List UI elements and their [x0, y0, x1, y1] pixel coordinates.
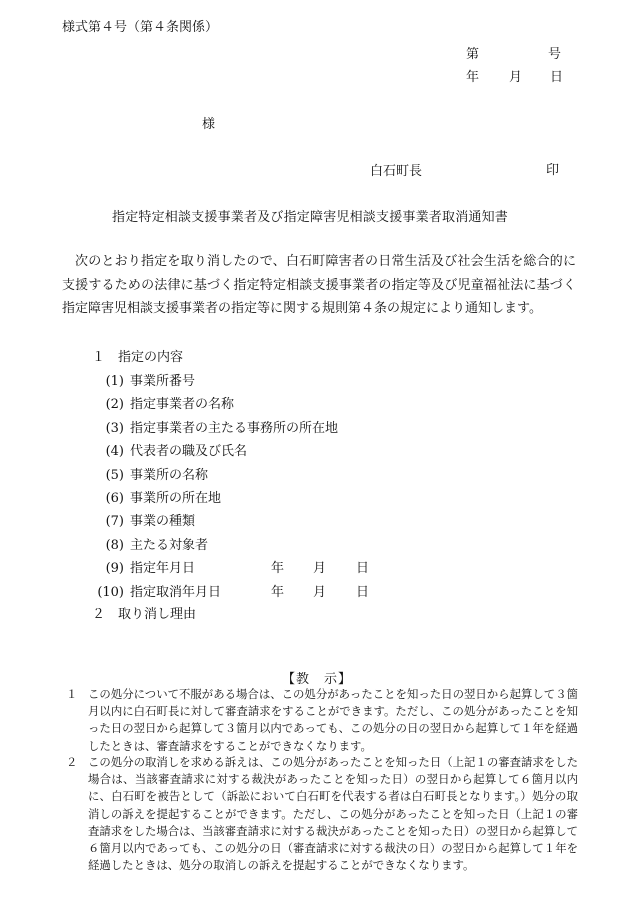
designation-item	[96, 581, 221, 600]
document-number-prefix: 第	[466, 47, 480, 62]
item-label: 指定事業者の名称	[130, 397, 235, 413]
item-number: (5)	[105, 467, 124, 483]
issue-year-label: 年	[466, 70, 480, 85]
designation-item	[96, 534, 208, 553]
item-number: (7)	[105, 514, 124, 530]
addressee-honorific: 様	[202, 117, 216, 132]
section-2-heading: ２ 取り消し理由	[92, 607, 197, 622]
designation-item	[96, 417, 338, 436]
instruction-text: この処分について不服がある場合は、この処分があったことを知った日の翌日から起算して３箇月以内に白石町長に対して審査請求をすることができます。ただし、この処分があったことを知った日の翌日から起算して３箇月以内であっても、この処分の日の翌日から起算して１年を経過したときは、審査請求をすることができなくなります。	[88, 687, 578, 753]
instruction-heading: 【教 示】	[282, 672, 353, 687]
date-year-label: 年	[271, 561, 285, 577]
item-label: 事業の種類	[130, 514, 196, 530]
date-day-label: 日	[356, 584, 370, 600]
instruction-item-1	[62, 686, 578, 755]
designation-item	[96, 487, 221, 506]
document-title: 指定特定相談支援事業者及び指定障害児相談支援事業者取消通知書	[112, 210, 509, 225]
designation-item	[96, 557, 195, 576]
seal-mark: 印	[546, 163, 560, 178]
issue-day-label: 日	[550, 70, 564, 85]
item-number: (6)	[105, 491, 124, 506]
issue-month-label: 月	[509, 70, 523, 85]
document-number-suffix: 号	[548, 47, 562, 62]
designation-item	[96, 393, 234, 412]
item-number: (10)	[97, 584, 124, 600]
form-number: 様式第４号（第４条関係）	[62, 20, 219, 35]
notice-body: 次のとおり指定を取り消したので、白石町障害者の日常生活及び社会生活を総合的に支援するための法律に基づく指定特定相談支援事業者の指定等及び児童福祉法に基づく指定障害児相談支援事業者の指定等に関する規則第４条の規定により通知します。	[62, 254, 576, 316]
item-label: 事業所の所在地	[130, 491, 222, 506]
item-label: 主たる対象者	[130, 537, 209, 553]
item-label: 指定事業者の主たる事務所の所在地	[130, 420, 339, 436]
designation-item	[96, 510, 195, 529]
date-day-label: 日	[356, 561, 370, 577]
instruction-number: ２	[66, 755, 78, 769]
designation-item	[96, 370, 195, 389]
date-month-label: 月	[313, 584, 327, 600]
item-label: 事業所の名称	[130, 467, 209, 483]
item-number: (8)	[105, 537, 124, 553]
item-number: (1)	[105, 374, 124, 389]
item-label: 指定取消年月日	[130, 584, 222, 600]
item-number: (9)	[105, 561, 124, 577]
designation-item	[96, 464, 208, 483]
designation-item	[96, 440, 247, 459]
item-number: (2)	[105, 397, 124, 413]
item-label: 事業所番号	[130, 374, 196, 389]
section-1-heading: １ 指定の内容	[92, 350, 184, 365]
item-number: (3)	[105, 420, 124, 436]
instruction-item-2	[62, 754, 578, 874]
item-label: 代表者の職及び氏名	[130, 444, 248, 460]
sender-name: 白石町長	[370, 164, 423, 179]
date-month-label: 月	[313, 561, 327, 577]
item-label: 指定年月日	[130, 561, 196, 577]
date-year-label: 年	[271, 584, 285, 600]
item-number: (4)	[105, 444, 124, 460]
instruction-number: １	[66, 687, 78, 701]
instruction-text: この処分の取消しを求める訴えは、この処分があったことを知った日（上記１の審査請求をした場合は、当該審査請求に対する裁決があったことを知った日）の翌日から起算して６箇月以内に、白石町を被告として（訴訟において白石町を代表する者は白石町長となります。）処分の取消しの訴えを提起することができます。ただし、この処分があったことを知った日（上記１の審査請求をした場合は、当該審査請求に対する裁決があったことを知った日）の翌日から起算して６箇月以内であっても、この処分の日（審査請求に対する裁決の日）の翌日から起算して１年を経過したときは、処分の取消しの訴えを提起することができなくなります。	[88, 755, 578, 873]
